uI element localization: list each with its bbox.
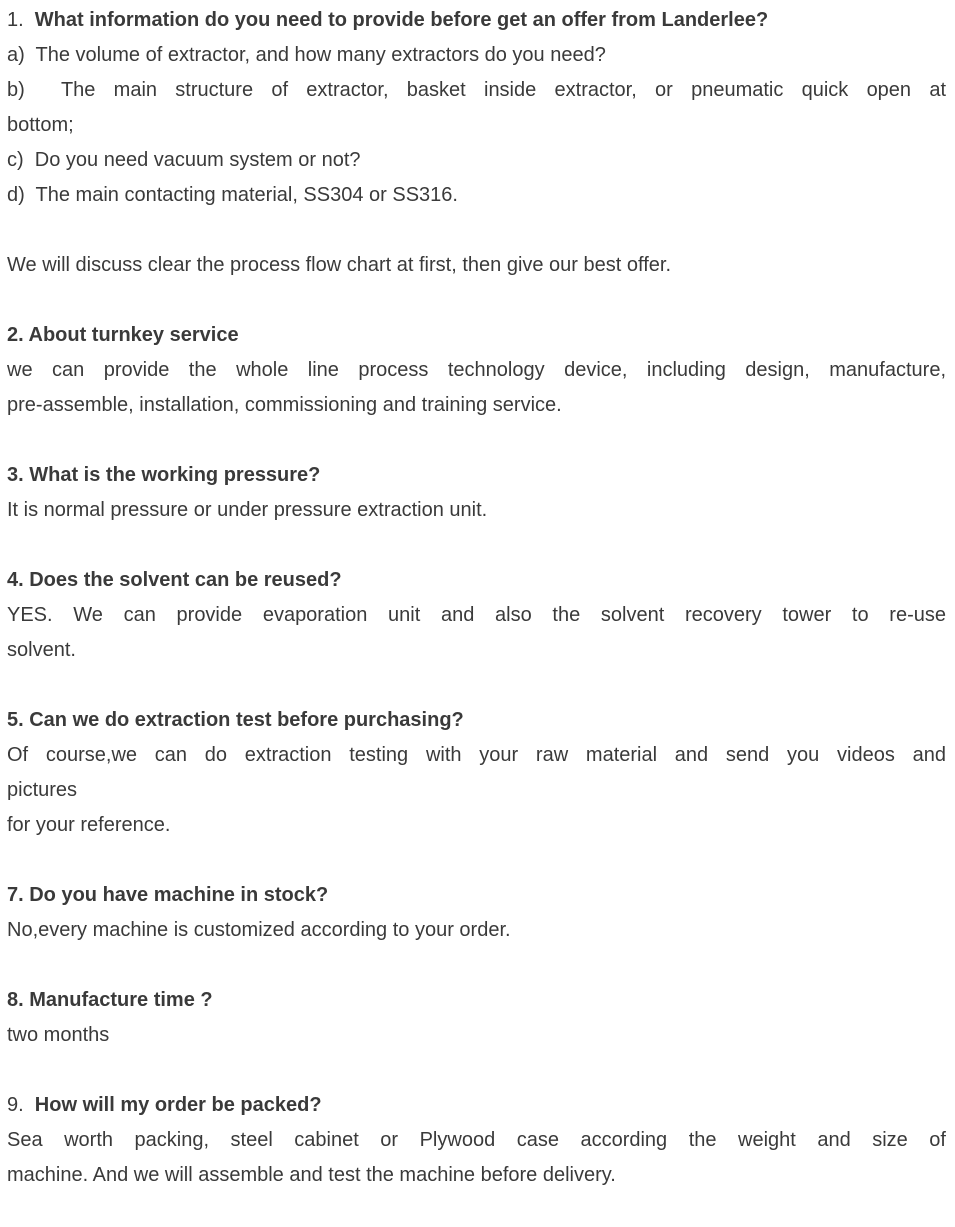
answer-line (7, 178, 946, 213)
question-heading (7, 983, 946, 1018)
question-heading (7, 458, 946, 493)
answer-line (7, 633, 946, 668)
paragraph (7, 248, 946, 283)
faq-q8 (7, 983, 946, 1053)
faq-q4 (7, 563, 946, 668)
question-heading (7, 1088, 946, 1123)
body-text: c) Do you need vacuum system or not? (7, 149, 361, 171)
answer-line (7, 388, 946, 423)
answer-line (7, 598, 946, 633)
body-text: pre-assemble, installation, commissioning and training service. (7, 394, 562, 416)
question-heading (7, 703, 946, 738)
faq-q2 (7, 318, 946, 423)
body-text: bottom; (7, 114, 74, 136)
answer-line (7, 738, 946, 773)
body-text: Sea worth packing, steel cabinet or Plywood case according the weight and size of (7, 1129, 946, 1151)
body-text: No,every machine is customized according to your order. (7, 919, 511, 941)
body-text: two months (7, 1024, 110, 1046)
faq-q7 (7, 878, 946, 948)
body-text: d) The main contacting material, SS304 or SS316. (7, 184, 458, 206)
answer-line (7, 773, 946, 808)
answer-line (7, 493, 946, 528)
faq-note (7, 248, 946, 283)
faq-q9 (7, 1088, 946, 1193)
body-text: solvent. (7, 639, 76, 661)
body-text: for your reference. (7, 814, 171, 836)
heading-text: 5. Can we do extraction test before purchasing? (7, 709, 464, 731)
answer-line (7, 353, 946, 388)
answer-line (7, 38, 946, 73)
heading-text: How will my order be packed? (34, 1094, 322, 1116)
heading-text: 7. Do you have machine in stock? (7, 884, 329, 906)
faq-q3 (7, 458, 946, 528)
answer-line (7, 808, 946, 843)
answer-line (7, 73, 946, 108)
answer-line (7, 108, 946, 143)
body-text: Of course,we can do extraction testing with your raw material and send you videos and (7, 744, 946, 766)
body-text: a) The volume of extractor, and how many extractors do you need? (7, 44, 606, 66)
body-text: YES. We can provide evaporation unit and also the solvent recovery tower to re-use (7, 604, 946, 626)
body-text: we can provide the whole line process technology device, including design, manufacture, (7, 359, 946, 381)
body-text: machine. And we will assemble and test the machine before delivery. (7, 1164, 616, 1186)
heading-text: 8. Manufacture time ? (7, 989, 213, 1011)
answer-line (7, 1158, 946, 1193)
question-heading (7, 563, 946, 598)
body-text: It is normal pressure or under pressure extraction unit. (7, 499, 488, 521)
answer-line (7, 913, 946, 948)
answer-line (7, 1123, 946, 1158)
heading-text: 2. About turnkey service (7, 324, 239, 346)
question-heading (7, 3, 946, 38)
body-text: 1. (7, 9, 35, 31)
faq-q5 (7, 703, 946, 843)
heading-text: 4. Does the solvent can be reused? (7, 569, 342, 591)
body-text: 9. (7, 1094, 35, 1116)
answer-line (7, 143, 946, 178)
answer-line (7, 1018, 946, 1053)
body-text: b) The main structure of extractor, basket inside extractor, or pneumatic quick open at (7, 79, 946, 101)
faq-q1 (7, 3, 946, 213)
body-text: pictures (7, 779, 78, 801)
heading-text: What information do you need to provide before get an offer from Landerlee? (34, 9, 769, 31)
question-heading (7, 878, 946, 913)
body-text: We will discuss clear the process flow chart at first, then give our best offer. (7, 254, 671, 276)
heading-text: 3. What is the working pressure? (7, 464, 321, 486)
question-heading (7, 318, 946, 353)
